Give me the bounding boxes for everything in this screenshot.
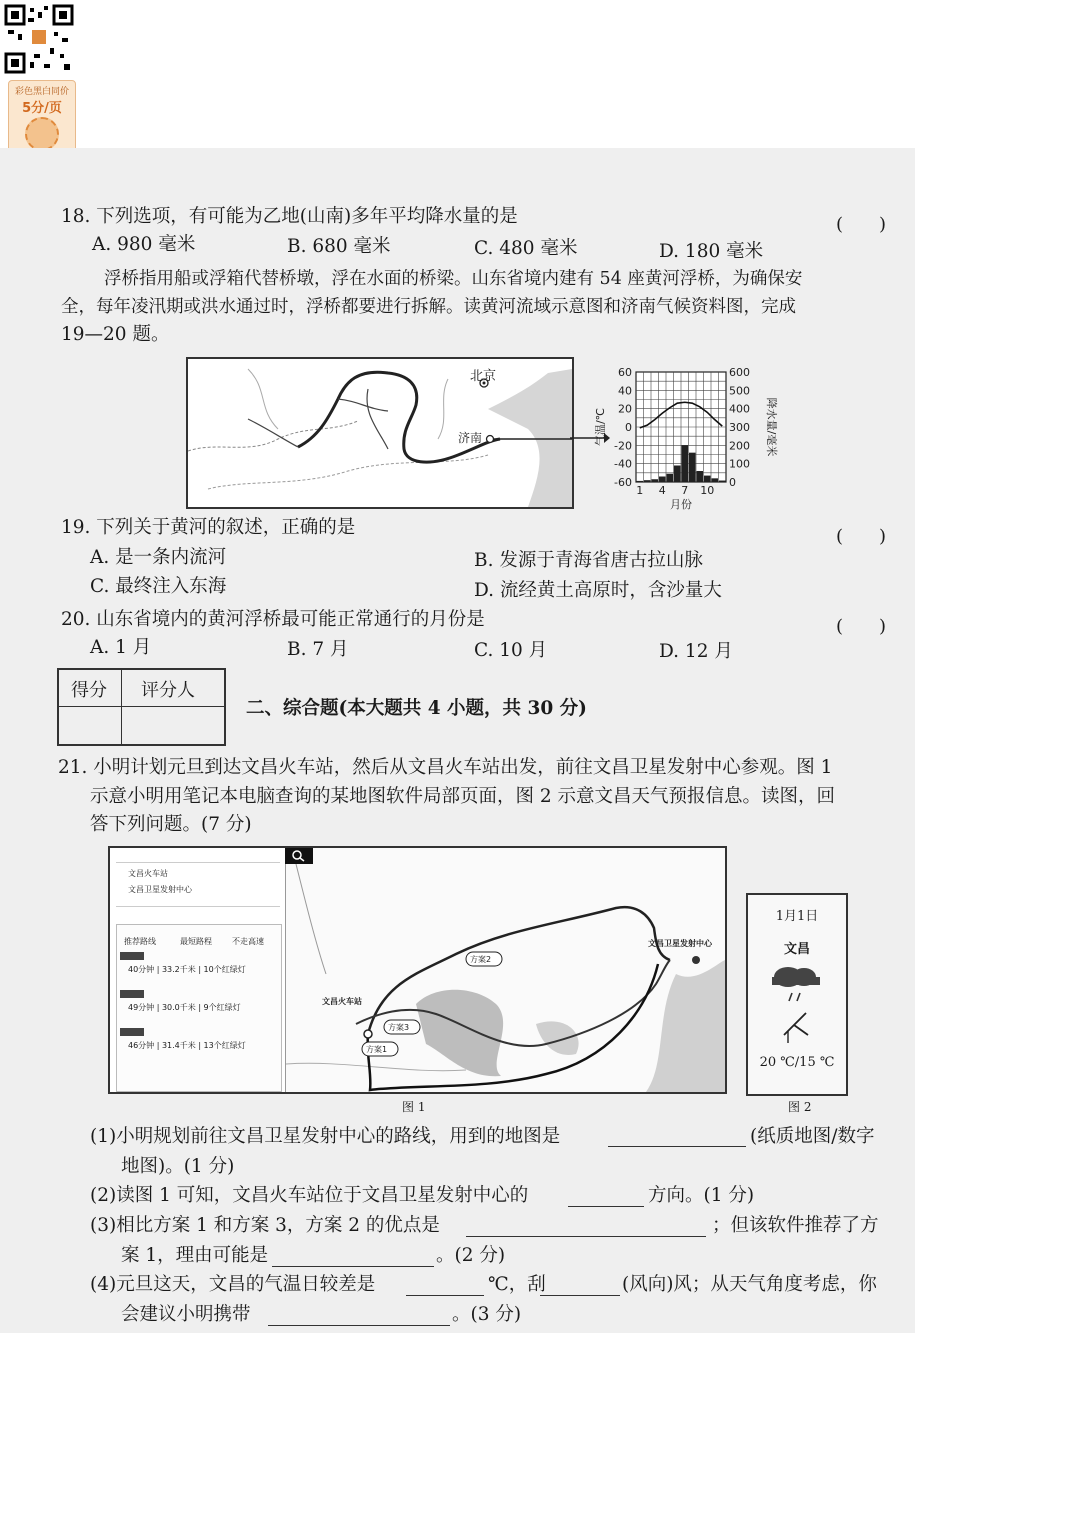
sub2-text-b: 方向。(1 分) bbox=[648, 1185, 755, 1206]
precip-bar-12 bbox=[719, 481, 726, 482]
precip-bar-3 bbox=[652, 479, 659, 482]
qr-code bbox=[4, 4, 74, 74]
q18-option-a: A. 980 毫米 bbox=[92, 234, 196, 255]
route-3-badge bbox=[120, 1028, 144, 1036]
q21-line-1: 21. 小明计划元旦到达文昌火车站，然后从文昌火车站出发，前往文昌卫星发射中心参观。图 1 bbox=[58, 757, 833, 778]
sub3-text-a: (3)相比方案 1 和方案 3，方案 2 的优点是 bbox=[90, 1215, 440, 1236]
x-axis-label: 月份 bbox=[670, 498, 692, 511]
q18-option-b: B. 680 毫米 bbox=[287, 236, 391, 257]
weather-date: 1月1日 bbox=[775, 909, 819, 924]
q20-bracket: ( ) bbox=[836, 616, 887, 637]
precip-bar-5 bbox=[667, 474, 674, 482]
sub1-text-c: 地图)。(1 分) bbox=[121, 1156, 235, 1177]
sub2-blank[interactable] bbox=[568, 1188, 644, 1207]
tab-recommended[interactable]: 推荐路线 bbox=[124, 937, 156, 946]
intro-line-2: 全，每年凌汛期或洪水通过时，浮桥都要进行拆解。读黄河流域示意图和济南气候资料图，完成 bbox=[61, 297, 796, 317]
sub4-text-a: (4)元旦这天，文昌的气温日较差是 bbox=[90, 1274, 376, 1295]
precip-bar-7 bbox=[682, 445, 689, 482]
weather-icons bbox=[748, 957, 846, 1057]
q18-stem: 18. 下列选项，有可能为乙地(山南)多年平均降水量的是 bbox=[61, 206, 518, 227]
sub1-text-a: (1)小明规划前往文昌卫星发射中心的路线，用到的地图是 bbox=[90, 1126, 561, 1147]
jinan-climate-chart bbox=[592, 362, 782, 512]
sub1-text-b: (纸质地图/数字 bbox=[750, 1126, 875, 1147]
price-top-text: 彩色黑白同价 bbox=[14, 87, 69, 97]
figure-1-caption: 图 1 bbox=[402, 1100, 426, 1114]
q19-option-b: B. 发源于青海省唐古拉山脉 bbox=[474, 550, 703, 571]
left-tick-0: 0 bbox=[625, 421, 632, 434]
rain-cloud-icon bbox=[772, 967, 820, 1001]
yellow-river-map bbox=[186, 357, 574, 509]
q21-line-2: 示意小明用笔记本电脑查询的某地图软件局部页面，图 2 示意文昌天气预报信息。读图，回 bbox=[90, 786, 836, 807]
q20-option-d: D. 12 月 bbox=[659, 641, 733, 662]
x-tick-1: 1 bbox=[636, 484, 644, 497]
right-tick-400: 400 bbox=[729, 402, 750, 416]
q21-line-3: 答下列问题。(7 分) bbox=[90, 814, 252, 835]
right-tick-200: 200 bbox=[729, 439, 750, 453]
map-label-beijing: 北京 bbox=[470, 369, 497, 384]
grader-label: 评分人 bbox=[141, 680, 195, 701]
q19-option-a: A. 是一条内流河 bbox=[90, 547, 227, 568]
right-tick-100: 100 bbox=[729, 457, 750, 471]
sub4-blank-1[interactable] bbox=[406, 1277, 484, 1296]
figure-2-caption: 图 2 bbox=[788, 1100, 812, 1114]
precip-bar-10 bbox=[704, 476, 711, 482]
route-end-field[interactable]: 文昌卫星发射中心 bbox=[128, 885, 192, 894]
y-right-axis-label: 降水量/毫米 bbox=[765, 397, 778, 457]
q19-bracket: ( ) bbox=[836, 526, 887, 547]
price-sticker bbox=[8, 80, 76, 154]
q19-stem: 19. 下列关于黄河的叙述，正确的是 bbox=[61, 517, 356, 538]
sub1-blank[interactable] bbox=[608, 1128, 746, 1147]
sub4-text-b: ℃，刮 bbox=[488, 1274, 546, 1295]
figure-2-weather bbox=[746, 893, 848, 1096]
q20-option-a: A. 1 月 bbox=[90, 637, 152, 658]
price-seal-icon bbox=[25, 117, 59, 151]
precip-bar-9 bbox=[697, 471, 704, 482]
precip-bar-6 bbox=[674, 466, 681, 483]
route-2-info[interactable]: 49分钟 | 30.0千米 | 9个红绿灯 bbox=[128, 1003, 241, 1012]
route-sidebar bbox=[110, 848, 286, 1092]
transport-mode-bar[interactable] bbox=[116, 852, 280, 863]
left-tick--20: -20 bbox=[614, 439, 632, 453]
q19-option-d: D. 流经黄土高原时，含沙量大 bbox=[474, 580, 722, 601]
route-1-badge bbox=[120, 952, 144, 960]
sub4-text-d: 会建议小明携带 bbox=[121, 1304, 251, 1325]
x-tick-4: 4 bbox=[658, 484, 666, 497]
weather-temp: 20 ℃/15 ℃ bbox=[759, 1055, 835, 1070]
figure-1-map-software bbox=[108, 846, 727, 1094]
precip-bar-1 bbox=[637, 481, 644, 482]
search-icon[interactable] bbox=[285, 848, 313, 864]
tab-no-highway[interactable]: 不走高速 bbox=[232, 937, 264, 946]
right-tick-0: 0 bbox=[729, 476, 736, 489]
route-3-info[interactable]: 46分钟 | 31.4千米 | 13个红绿灯 bbox=[128, 1041, 246, 1050]
tab-shortest[interactable]: 最短路程 bbox=[180, 937, 212, 946]
route-2-badge bbox=[120, 990, 144, 998]
sub3-text-d: 。(2 分) bbox=[436, 1245, 506, 1266]
q18-bracket: ( ) bbox=[836, 214, 887, 235]
sub4-blank-2[interactable] bbox=[540, 1277, 620, 1296]
precip-bar-8 bbox=[689, 453, 696, 482]
y-left-axis-label: 气温/℃ bbox=[594, 407, 607, 447]
q20-stem: 20. 山东省境内的黄河浮桥最可能正常通行的月份是 bbox=[61, 609, 485, 630]
price-value: 5分/页 bbox=[22, 101, 62, 116]
route-start-field[interactable]: 文昌火车站 bbox=[128, 869, 168, 878]
sub2-text-a: (2)读图 1 可知，文昌火车站位于文昌卫星发射中心的 bbox=[90, 1185, 529, 1206]
q20-option-b: B. 7 月 bbox=[287, 639, 349, 660]
right-tick-300: 300 bbox=[729, 421, 750, 434]
weather-city: 文昌 bbox=[783, 942, 810, 957]
map-station-label: 文昌火车站 bbox=[322, 997, 362, 1006]
watermark-badge bbox=[4, 4, 74, 150]
score-box bbox=[57, 668, 226, 746]
sub3-blank-2[interactable] bbox=[272, 1248, 434, 1267]
plan-1-label[interactable]: 方案1 bbox=[366, 1045, 388, 1054]
plan-3-label[interactable]: 方案3 bbox=[388, 1023, 410, 1032]
sub4-blank-3[interactable] bbox=[268, 1307, 450, 1326]
sub3-blank-1[interactable] bbox=[466, 1218, 706, 1237]
right-tick-500: 500 bbox=[729, 384, 750, 398]
map-center-label: 文昌卫星发射中心 bbox=[648, 939, 712, 948]
q19-option-c: C. 最终注入东海 bbox=[90, 576, 227, 597]
sub3-text-c: 案 1，理由可能是 bbox=[121, 1245, 269, 1266]
left-tick-20: 20 bbox=[618, 402, 632, 416]
x-tick-10: 10 bbox=[700, 484, 715, 497]
q18-option-d: D. 180 毫米 bbox=[659, 241, 764, 262]
precip-bar-2 bbox=[644, 480, 651, 482]
left-tick-40: 40 bbox=[618, 384, 632, 398]
score-label: 得分 bbox=[71, 680, 107, 701]
map-label-jinan: 济南 bbox=[458, 431, 483, 445]
q18-option-c: C. 480 毫米 bbox=[474, 238, 578, 259]
route-map bbox=[286, 864, 725, 1092]
precip-bar-4 bbox=[659, 477, 666, 483]
precip-bar-11 bbox=[712, 478, 719, 482]
climate-chart-svg bbox=[592, 362, 782, 512]
wind-direction-icon bbox=[784, 1013, 808, 1043]
left-tick--60: -60 bbox=[614, 476, 632, 489]
x-tick-7: 7 bbox=[681, 484, 689, 497]
q20-option-c: C. 10 月 bbox=[474, 640, 548, 661]
intro-line-1: 浮桥指用船或浮箱代替桥墩，浮在水面的桥梁。山东省境内建有 54 座黄河浮桥，为确保安 bbox=[104, 269, 803, 289]
right-tick-600: 600 bbox=[729, 366, 750, 379]
route-1-info[interactable]: 40分钟 | 33.2千米 | 10个红绿灯 bbox=[128, 965, 246, 974]
intro-line-3: 19—20 题。 bbox=[61, 324, 170, 345]
plan-2-label[interactable]: 方案2 bbox=[470, 955, 492, 964]
left-tick-60: 60 bbox=[618, 366, 632, 379]
sub4-text-e: 。(3 分) bbox=[452, 1304, 522, 1325]
sub3-text-b: ；但该软件推荐了方 bbox=[712, 1215, 879, 1236]
sub4-text-c: (风向)风；从天气角度考虑，你 bbox=[622, 1274, 877, 1295]
left-tick--40: -40 bbox=[614, 457, 632, 471]
section-2-title: 二、综合题(本大题共 4 小题，共 30 分) bbox=[246, 698, 587, 719]
